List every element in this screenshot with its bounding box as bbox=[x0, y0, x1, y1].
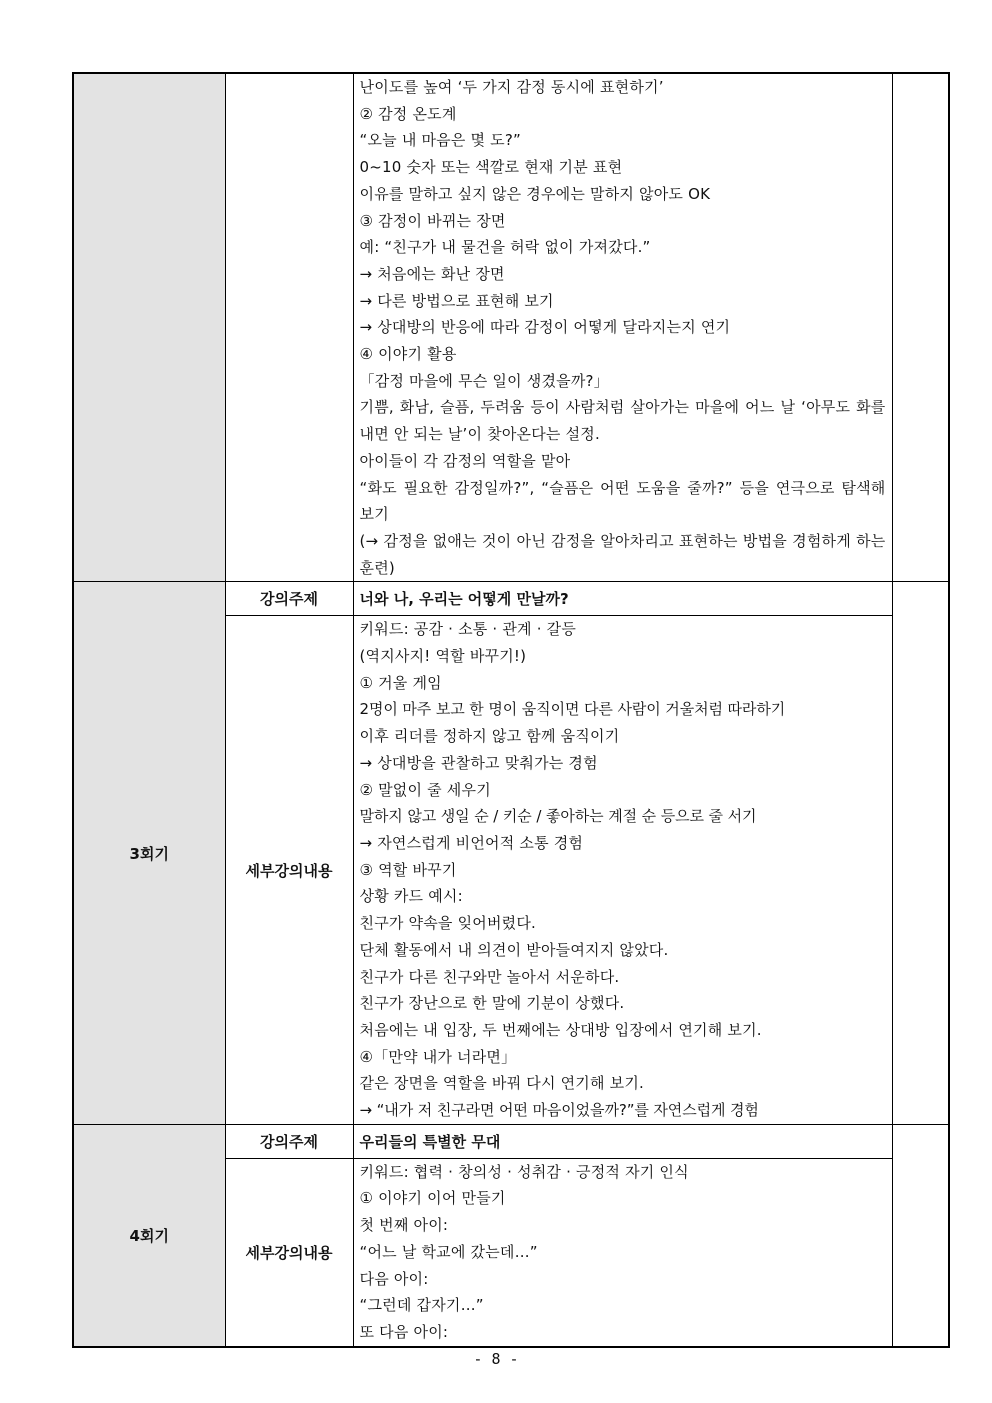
detail-label: 세부강의내용 bbox=[225, 616, 353, 1124]
content-line: 아이들이 각 감정의 역할을 맡아 bbox=[359, 451, 571, 470]
content-line: 처음에는 내 입장, 두 번째에는 상대방 입장에서 연기해 보기. bbox=[359, 1020, 762, 1039]
content-line: 「감정 마을에 무슨 일이 생겼을까?」 bbox=[359, 371, 609, 390]
content-line: ① 거울 게임 bbox=[359, 673, 442, 692]
content-line: ④「만약 내가 너라면」 bbox=[359, 1047, 517, 1066]
session-label: 4회기 bbox=[73, 1124, 225, 1346]
session3-topic-row bbox=[73, 582, 949, 616]
content-line: “오늘 내 마음은 몇 도?” bbox=[359, 131, 521, 150]
content-line: 같은 장면을 역할을 바꿔 다시 연기해 보기. bbox=[359, 1074, 645, 1093]
content-line: → 상대방을 관찰하고 맞춰가는 경험 bbox=[359, 753, 598, 772]
label-cell-continued bbox=[225, 73, 353, 582]
session4-topic-row bbox=[73, 1124, 949, 1158]
session-cell-continued bbox=[73, 73, 225, 582]
note-cell bbox=[892, 1124, 949, 1346]
content-line: 상황 카드 예시: bbox=[359, 887, 463, 906]
content-paragraph: 기쁨, 화남, 슬픔, 두려움 등이 사람처럼 살아가는 마을에 어느 날 ‘아무도 화를 내면 안 되는 날’이 찾아온다는 설정. bbox=[359, 398, 886, 444]
page-number: - 8 - bbox=[473, 1350, 519, 1368]
content-line: ① 이야기 이어 만들기 bbox=[359, 1189, 506, 1208]
detail-label: 세부강의내용 bbox=[225, 1158, 353, 1346]
content-line: 이유를 말하고 싶지 않은 경우에는 말하지 않아도 OK bbox=[359, 184, 711, 203]
content-line: → 자연스럽게 비언어적 소통 경험 bbox=[359, 833, 584, 852]
detail-content bbox=[353, 616, 892, 1124]
content-line: 키워드: 공감 · 소통 · 관계 · 갈등 bbox=[359, 620, 577, 639]
content-line: 0~10 숫자 또는 색깔로 현재 기분 표현 bbox=[359, 158, 623, 177]
topic-label: 강의주제 bbox=[225, 1124, 353, 1158]
content-line: 친구가 장난으로 한 말에 기분이 상했다. bbox=[359, 994, 625, 1013]
content-line: “그런데 갑자기…” bbox=[359, 1296, 484, 1315]
content-line: → 다른 방법으로 표현해 보기 bbox=[359, 291, 554, 310]
content-paragraph: “화도 필요한 감정일까?”, “슬픔은 어떤 도움을 줄까?” 등을 연극으로 탐색해 보기 bbox=[359, 478, 886, 524]
note-cell bbox=[892, 582, 949, 1124]
content-line: 말하지 않고 생일 순 / 키순 / 좋아하는 계절 순 등으로 줄 서기 bbox=[359, 807, 757, 826]
lesson-plan-table bbox=[72, 72, 950, 1348]
content-line: ② 감정 온도계 bbox=[359, 104, 457, 123]
content-line: 이후 리더를 정하지 않고 함께 움직이기 bbox=[359, 727, 620, 746]
content-line: → “내가 저 친구라면 어떤 마음이었을까?”를 자연스럽게 경험 bbox=[359, 1101, 759, 1120]
content-line: (역지사지! 역할 바꾸기!) bbox=[359, 647, 527, 666]
topic-title: 우리들의 특별한 무대 bbox=[353, 1124, 892, 1158]
content-line: 키워드: 협력 · 창의성 · 성취감 · 긍정적 자기 인식 bbox=[359, 1162, 689, 1181]
content-line: 첫 번째 아이: bbox=[359, 1216, 449, 1235]
content-line: 예: “친구가 내 물건을 허락 없이 가져갔다.” bbox=[359, 238, 651, 257]
detail-content bbox=[353, 1158, 892, 1346]
continuation-row bbox=[73, 73, 949, 582]
content-line: 또 다음 아이: bbox=[359, 1322, 449, 1341]
content-line: 친구가 약속을 잊어버렸다. bbox=[359, 914, 536, 933]
content-line: 난이도를 높여 ‘두 가지 감정 동시에 표현하기’ bbox=[359, 78, 664, 96]
note-cell bbox=[892, 73, 949, 582]
content-line: 2명이 마주 보고 한 명이 움직이면 다른 사람이 거울처럼 따라하기 bbox=[359, 700, 786, 719]
content-line: ③ 역할 바꾸기 bbox=[359, 860, 457, 879]
content-line: 친구가 다른 친구와만 놀아서 서운하다. bbox=[359, 967, 620, 986]
continuation-content bbox=[353, 73, 892, 582]
content-line: 다음 아이: bbox=[359, 1269, 429, 1288]
content-line: → 상대방의 반응에 따라 감정이 어떻게 달라지는지 연기 bbox=[359, 318, 731, 337]
content-line: ③ 감정이 바뀌는 장면 bbox=[359, 211, 506, 230]
content-paragraph: (→ 감정을 없애는 것이 아닌 감정을 알아차리고 표현하는 방법을 경험하게 하는 훈련) bbox=[359, 531, 886, 577]
content-line: 단체 활동에서 내 의견이 받아들여지지 않았다. bbox=[359, 940, 669, 959]
topic-title: 너와 나, 우리는 어떻게 만날까? bbox=[353, 582, 892, 616]
content-line: ④ 이야기 활용 bbox=[359, 345, 457, 364]
content-line: ② 말없이 줄 세우기 bbox=[359, 780, 491, 799]
content-line: “어느 날 학교에 갔는데…” bbox=[359, 1242, 538, 1261]
session-label: 3회기 bbox=[73, 582, 225, 1124]
content-line: → 처음에는 화난 장면 bbox=[359, 264, 505, 283]
topic-label: 강의주제 bbox=[225, 582, 353, 616]
